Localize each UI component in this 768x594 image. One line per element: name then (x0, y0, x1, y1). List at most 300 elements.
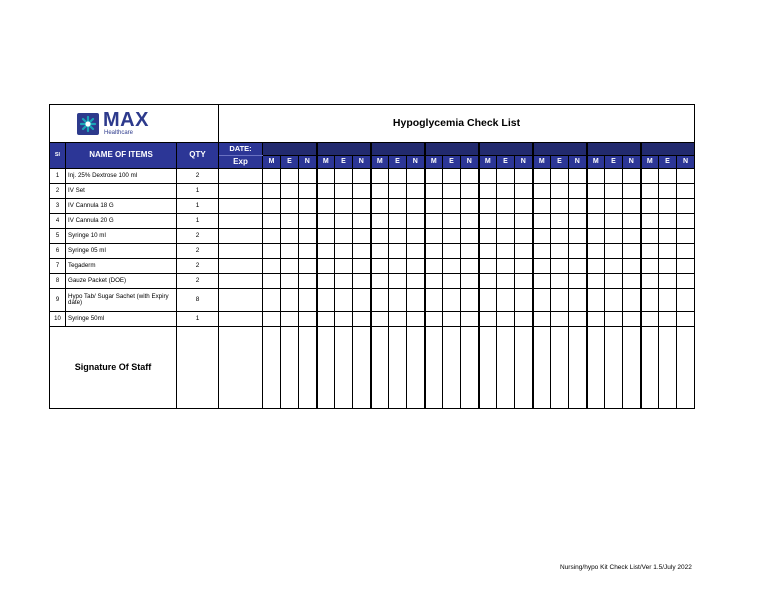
check-cell[interactable] (317, 229, 335, 244)
check-cell[interactable] (425, 199, 443, 214)
signature-cell[interactable] (497, 327, 515, 409)
expiry-cell[interactable] (219, 312, 263, 327)
expiry-cell[interactable] (219, 184, 263, 199)
check-cell[interactable] (605, 199, 623, 214)
check-cell[interactable] (443, 184, 461, 199)
check-cell[interactable] (479, 259, 497, 274)
check-cell[interactable] (587, 312, 605, 327)
check-cell[interactable] (353, 214, 371, 229)
check-cell[interactable] (353, 274, 371, 289)
check-cell[interactable] (407, 169, 425, 184)
check-cell[interactable] (641, 169, 659, 184)
check-cell[interactable] (353, 229, 371, 244)
check-cell[interactable] (569, 184, 587, 199)
check-cell[interactable] (425, 169, 443, 184)
check-cell[interactable] (587, 214, 605, 229)
check-cell[interactable] (353, 312, 371, 327)
check-cell[interactable] (551, 214, 569, 229)
check-cell[interactable] (335, 184, 353, 199)
expiry-cell[interactable] (219, 289, 263, 312)
check-cell[interactable] (263, 244, 281, 259)
item-row (50, 259, 695, 274)
check-cell[interactable] (317, 214, 335, 229)
item-qty: 2 (177, 244, 219, 259)
check-cell[interactable] (677, 289, 695, 312)
check-cell[interactable] (605, 214, 623, 229)
check-cell[interactable] (425, 184, 443, 199)
check-cell[interactable] (407, 259, 425, 274)
check-cell[interactable] (263, 229, 281, 244)
check-cell[interactable] (515, 244, 533, 259)
check-cell[interactable] (623, 244, 641, 259)
check-cell[interactable] (551, 229, 569, 244)
check-cell[interactable] (353, 199, 371, 214)
check-cell[interactable] (263, 199, 281, 214)
signature-cell[interactable] (407, 327, 425, 409)
check-cell[interactable] (551, 289, 569, 312)
signature-cell[interactable] (479, 327, 497, 409)
check-cell[interactable] (371, 214, 389, 229)
check-cell[interactable] (623, 199, 641, 214)
check-cell[interactable] (389, 274, 407, 289)
check-cell[interactable] (659, 169, 677, 184)
check-cell[interactable] (479, 312, 497, 327)
check-cell[interactable] (353, 244, 371, 259)
check-cell[interactable] (659, 199, 677, 214)
check-cell[interactable] (425, 312, 443, 327)
check-cell[interactable] (317, 184, 335, 199)
check-cell[interactable] (389, 184, 407, 199)
check-cell[interactable] (389, 259, 407, 274)
check-cell[interactable] (461, 259, 479, 274)
item-row (50, 214, 695, 229)
check-cell[interactable] (551, 169, 569, 184)
check-cell[interactable] (605, 184, 623, 199)
check-cell[interactable] (497, 274, 515, 289)
check-cell[interactable] (281, 312, 299, 327)
expiry-cell[interactable] (219, 169, 263, 184)
item-qty: 1 (177, 184, 219, 199)
check-cell[interactable] (317, 169, 335, 184)
check-cell[interactable] (551, 274, 569, 289)
check-cell[interactable] (281, 199, 299, 214)
check-cell[interactable] (461, 244, 479, 259)
check-cell[interactable] (281, 274, 299, 289)
signature-exp-cell[interactable] (219, 327, 263, 409)
signature-cell[interactable] (317, 327, 335, 409)
check-cell[interactable] (443, 312, 461, 327)
check-cell[interactable] (479, 184, 497, 199)
check-cell[interactable] (335, 244, 353, 259)
check-cell[interactable] (479, 199, 497, 214)
check-cell[interactable] (533, 229, 551, 244)
check-cell[interactable] (641, 184, 659, 199)
check-cell[interactable] (587, 199, 605, 214)
check-cell[interactable] (263, 274, 281, 289)
check-cell[interactable] (353, 169, 371, 184)
check-cell[interactable] (389, 214, 407, 229)
check-cell[interactable] (263, 184, 281, 199)
shift-header: N (515, 156, 533, 169)
check-cell[interactable] (659, 184, 677, 199)
check-cell[interactable] (407, 184, 425, 199)
check-cell[interactable] (317, 312, 335, 327)
check-cell[interactable] (389, 229, 407, 244)
check-cell[interactable] (461, 199, 479, 214)
check-cell[interactable] (389, 289, 407, 312)
signature-cell[interactable] (569, 327, 587, 409)
check-cell[interactable] (335, 259, 353, 274)
check-cell[interactable] (371, 169, 389, 184)
check-cell[interactable] (407, 229, 425, 244)
check-cell[interactable] (551, 184, 569, 199)
check-cell[interactable] (497, 229, 515, 244)
item-qty: 1 (177, 312, 219, 327)
expiry-cell[interactable] (219, 229, 263, 244)
check-cell[interactable] (533, 199, 551, 214)
check-cell[interactable] (641, 274, 659, 289)
check-cell[interactable] (461, 214, 479, 229)
check-cell[interactable] (335, 214, 353, 229)
check-cell[interactable] (425, 214, 443, 229)
shift-header: M (425, 156, 443, 169)
signature-cell[interactable] (263, 327, 281, 409)
check-cell[interactable] (461, 169, 479, 184)
check-cell[interactable] (515, 184, 533, 199)
item-number: 6 (50, 244, 66, 259)
check-cell[interactable] (479, 169, 497, 184)
check-cell[interactable] (497, 312, 515, 327)
check-cell[interactable] (587, 169, 605, 184)
check-cell[interactable] (605, 289, 623, 312)
check-cell[interactable] (515, 169, 533, 184)
check-cell[interactable] (515, 214, 533, 229)
item-row (50, 244, 695, 259)
check-cell[interactable] (443, 199, 461, 214)
item-qty: 2 (177, 169, 219, 184)
check-cell[interactable] (371, 274, 389, 289)
check-cell[interactable] (623, 214, 641, 229)
item-qty: 1 (177, 199, 219, 214)
check-cell[interactable] (641, 214, 659, 229)
check-cell[interactable] (425, 259, 443, 274)
check-cell[interactable] (371, 244, 389, 259)
check-cell[interactable] (605, 274, 623, 289)
check-cell[interactable] (569, 169, 587, 184)
check-cell[interactable] (623, 169, 641, 184)
check-cell[interactable] (623, 312, 641, 327)
check-cell[interactable] (407, 199, 425, 214)
check-cell[interactable] (281, 184, 299, 199)
check-cell[interactable] (299, 229, 317, 244)
check-cell[interactable] (677, 169, 695, 184)
check-cell[interactable] (497, 199, 515, 214)
check-cell[interactable] (677, 214, 695, 229)
col-header-qty: QTY (177, 143, 219, 169)
signature-cell[interactable] (659, 327, 677, 409)
check-cell[interactable] (641, 199, 659, 214)
check-cell[interactable] (353, 289, 371, 312)
check-cell[interactable] (479, 274, 497, 289)
signature-cell[interactable] (641, 327, 659, 409)
check-cell[interactable] (371, 259, 389, 274)
check-cell[interactable] (623, 259, 641, 274)
check-cell[interactable] (587, 184, 605, 199)
check-cell[interactable] (659, 229, 677, 244)
col-header-name: NAME OF ITEMS (66, 143, 177, 169)
check-cell[interactable] (335, 289, 353, 312)
check-cell[interactable] (533, 312, 551, 327)
check-cell[interactable] (533, 184, 551, 199)
footer-version: Nursing/hypo Kit Check List/Ver 1.5/July 2022 (560, 564, 692, 571)
check-cell[interactable] (425, 289, 443, 312)
hypoglycemia-checklist-table (49, 104, 695, 409)
check-cell[interactable] (425, 244, 443, 259)
check-cell[interactable] (533, 214, 551, 229)
check-cell[interactable] (461, 274, 479, 289)
check-cell[interactable] (533, 274, 551, 289)
check-cell[interactable] (677, 312, 695, 327)
check-cell[interactable] (371, 199, 389, 214)
check-cell[interactable] (659, 214, 677, 229)
check-cell[interactable] (533, 244, 551, 259)
check-cell[interactable] (281, 214, 299, 229)
check-cell[interactable] (569, 274, 587, 289)
check-cell[interactable] (281, 169, 299, 184)
signature-cell[interactable] (425, 327, 443, 409)
expiry-cell[interactable] (219, 244, 263, 259)
check-cell[interactable] (569, 312, 587, 327)
check-cell[interactable] (659, 312, 677, 327)
check-cell[interactable] (443, 214, 461, 229)
expiry-cell[interactable] (219, 259, 263, 274)
shift-header: E (389, 156, 407, 169)
check-cell[interactable] (299, 259, 317, 274)
item-row (50, 274, 695, 289)
signature-cell[interactable] (533, 327, 551, 409)
check-cell[interactable] (605, 259, 623, 274)
check-cell[interactable] (569, 229, 587, 244)
check-cell[interactable] (461, 184, 479, 199)
check-cell[interactable] (335, 199, 353, 214)
shift-header: E (335, 156, 353, 169)
check-cell[interactable] (299, 274, 317, 289)
check-cell[interactable] (443, 259, 461, 274)
signature-cell[interactable] (281, 327, 299, 409)
check-cell[interactable] (425, 229, 443, 244)
check-cell[interactable] (263, 214, 281, 229)
check-cell[interactable] (407, 274, 425, 289)
signature-cell[interactable] (587, 327, 605, 409)
check-cell[interactable] (407, 214, 425, 229)
check-cell[interactable] (497, 259, 515, 274)
check-cell[interactable] (353, 259, 371, 274)
shift-header: M (263, 156, 281, 169)
check-cell[interactable] (479, 289, 497, 312)
check-cell[interactable] (623, 289, 641, 312)
check-cell[interactable] (317, 199, 335, 214)
check-cell[interactable] (479, 229, 497, 244)
check-cell[interactable] (605, 312, 623, 327)
signature-cell[interactable] (299, 327, 317, 409)
check-cell[interactable] (605, 244, 623, 259)
check-cell[interactable] (641, 244, 659, 259)
check-cell[interactable] (281, 259, 299, 274)
check-cell[interactable] (317, 244, 335, 259)
check-cell[interactable] (659, 259, 677, 274)
check-cell[interactable] (497, 169, 515, 184)
signature-cell[interactable] (623, 327, 641, 409)
check-cell[interactable] (479, 244, 497, 259)
check-cell[interactable] (263, 312, 281, 327)
check-cell[interactable] (299, 184, 317, 199)
item-number: 10 (50, 312, 66, 327)
check-cell[interactable] (335, 229, 353, 244)
check-cell[interactable] (551, 259, 569, 274)
check-cell[interactable] (281, 229, 299, 244)
check-cell[interactable] (281, 244, 299, 259)
check-cell[interactable] (407, 244, 425, 259)
check-cell[interactable] (299, 289, 317, 312)
check-cell[interactable] (335, 169, 353, 184)
check-cell[interactable] (335, 312, 353, 327)
check-cell[interactable] (623, 184, 641, 199)
expiry-cell[interactable] (219, 274, 263, 289)
check-cell[interactable] (497, 214, 515, 229)
shift-header: M (479, 156, 497, 169)
check-cell[interactable] (515, 312, 533, 327)
check-cell[interactable] (515, 229, 533, 244)
check-cell[interactable] (443, 289, 461, 312)
check-cell[interactable] (317, 289, 335, 312)
signature-cell[interactable] (551, 327, 569, 409)
check-cell[interactable] (479, 214, 497, 229)
check-cell[interactable] (371, 229, 389, 244)
check-cell[interactable] (569, 214, 587, 229)
check-cell[interactable] (587, 244, 605, 259)
check-cell[interactable] (677, 229, 695, 244)
signature-cell[interactable] (443, 327, 461, 409)
check-cell[interactable] (677, 274, 695, 289)
check-cell[interactable] (443, 244, 461, 259)
check-cell[interactable] (677, 184, 695, 199)
check-cell[interactable] (641, 259, 659, 274)
check-cell[interactable] (677, 259, 695, 274)
signature-cell[interactable] (515, 327, 533, 409)
signature-cell[interactable] (461, 327, 479, 409)
check-cell[interactable] (443, 169, 461, 184)
check-cell[interactable] (263, 259, 281, 274)
check-cell[interactable] (497, 244, 515, 259)
signature-cell[interactable] (353, 327, 371, 409)
check-cell[interactable] (515, 199, 533, 214)
check-cell[interactable] (623, 229, 641, 244)
expiry-cell[interactable] (219, 214, 263, 229)
check-cell[interactable] (299, 244, 317, 259)
signature-cell[interactable] (677, 327, 695, 409)
check-cell[interactable] (299, 199, 317, 214)
signature-cell[interactable] (605, 327, 623, 409)
check-cell[interactable] (461, 289, 479, 312)
check-cell[interactable] (299, 312, 317, 327)
check-cell[interactable] (389, 199, 407, 214)
check-cell[interactable] (497, 289, 515, 312)
check-cell[interactable] (551, 199, 569, 214)
check-cell[interactable] (497, 184, 515, 199)
check-cell[interactable] (569, 259, 587, 274)
check-cell[interactable] (407, 289, 425, 312)
check-cell[interactable] (515, 289, 533, 312)
check-cell[interactable] (389, 169, 407, 184)
check-cell[interactable] (551, 244, 569, 259)
item-qty: 1 (177, 214, 219, 229)
date-group-header (641, 143, 695, 156)
check-cell[interactable] (659, 244, 677, 259)
check-cell[interactable] (461, 312, 479, 327)
check-cell[interactable] (569, 244, 587, 259)
check-cell[interactable] (335, 274, 353, 289)
check-cell[interactable] (605, 229, 623, 244)
check-cell[interactable] (533, 289, 551, 312)
check-cell[interactable] (641, 229, 659, 244)
check-cell[interactable] (641, 312, 659, 327)
check-cell[interactable] (515, 259, 533, 274)
signature-cell[interactable] (389, 327, 407, 409)
check-cell[interactable] (461, 229, 479, 244)
check-cell[interactable] (569, 199, 587, 214)
check-cell[interactable] (515, 274, 533, 289)
expiry-cell[interactable] (219, 199, 263, 214)
check-cell[interactable] (533, 169, 551, 184)
check-cell[interactable] (569, 289, 587, 312)
check-cell[interactable] (659, 274, 677, 289)
check-cell[interactable] (371, 312, 389, 327)
check-cell[interactable] (389, 312, 407, 327)
check-cell[interactable] (623, 274, 641, 289)
check-cell[interactable] (587, 274, 605, 289)
check-cell[interactable] (677, 199, 695, 214)
check-cell[interactable] (605, 169, 623, 184)
check-cell[interactable] (587, 289, 605, 312)
check-cell[interactable] (263, 169, 281, 184)
check-cell[interactable] (317, 259, 335, 274)
check-cell[interactable] (551, 312, 569, 327)
check-cell[interactable] (407, 312, 425, 327)
check-cell[interactable] (677, 244, 695, 259)
date-group-header (587, 143, 641, 156)
check-cell[interactable] (317, 274, 335, 289)
check-cell[interactable] (389, 244, 407, 259)
check-cell[interactable] (371, 184, 389, 199)
check-cell[interactable] (299, 214, 317, 229)
check-cell[interactable] (281, 289, 299, 312)
signature-cell[interactable] (371, 327, 389, 409)
check-cell[interactable] (443, 274, 461, 289)
check-cell[interactable] (641, 289, 659, 312)
check-cell[interactable] (587, 259, 605, 274)
check-cell[interactable] (263, 289, 281, 312)
check-cell[interactable] (299, 169, 317, 184)
check-cell[interactable] (353, 184, 371, 199)
check-cell[interactable] (659, 289, 677, 312)
check-cell[interactable] (443, 229, 461, 244)
check-cell[interactable] (425, 274, 443, 289)
check-cell[interactable] (587, 229, 605, 244)
check-cell[interactable] (533, 259, 551, 274)
check-cell[interactable] (371, 289, 389, 312)
item-number: 3 (50, 199, 66, 214)
signature-cell[interactable] (335, 327, 353, 409)
